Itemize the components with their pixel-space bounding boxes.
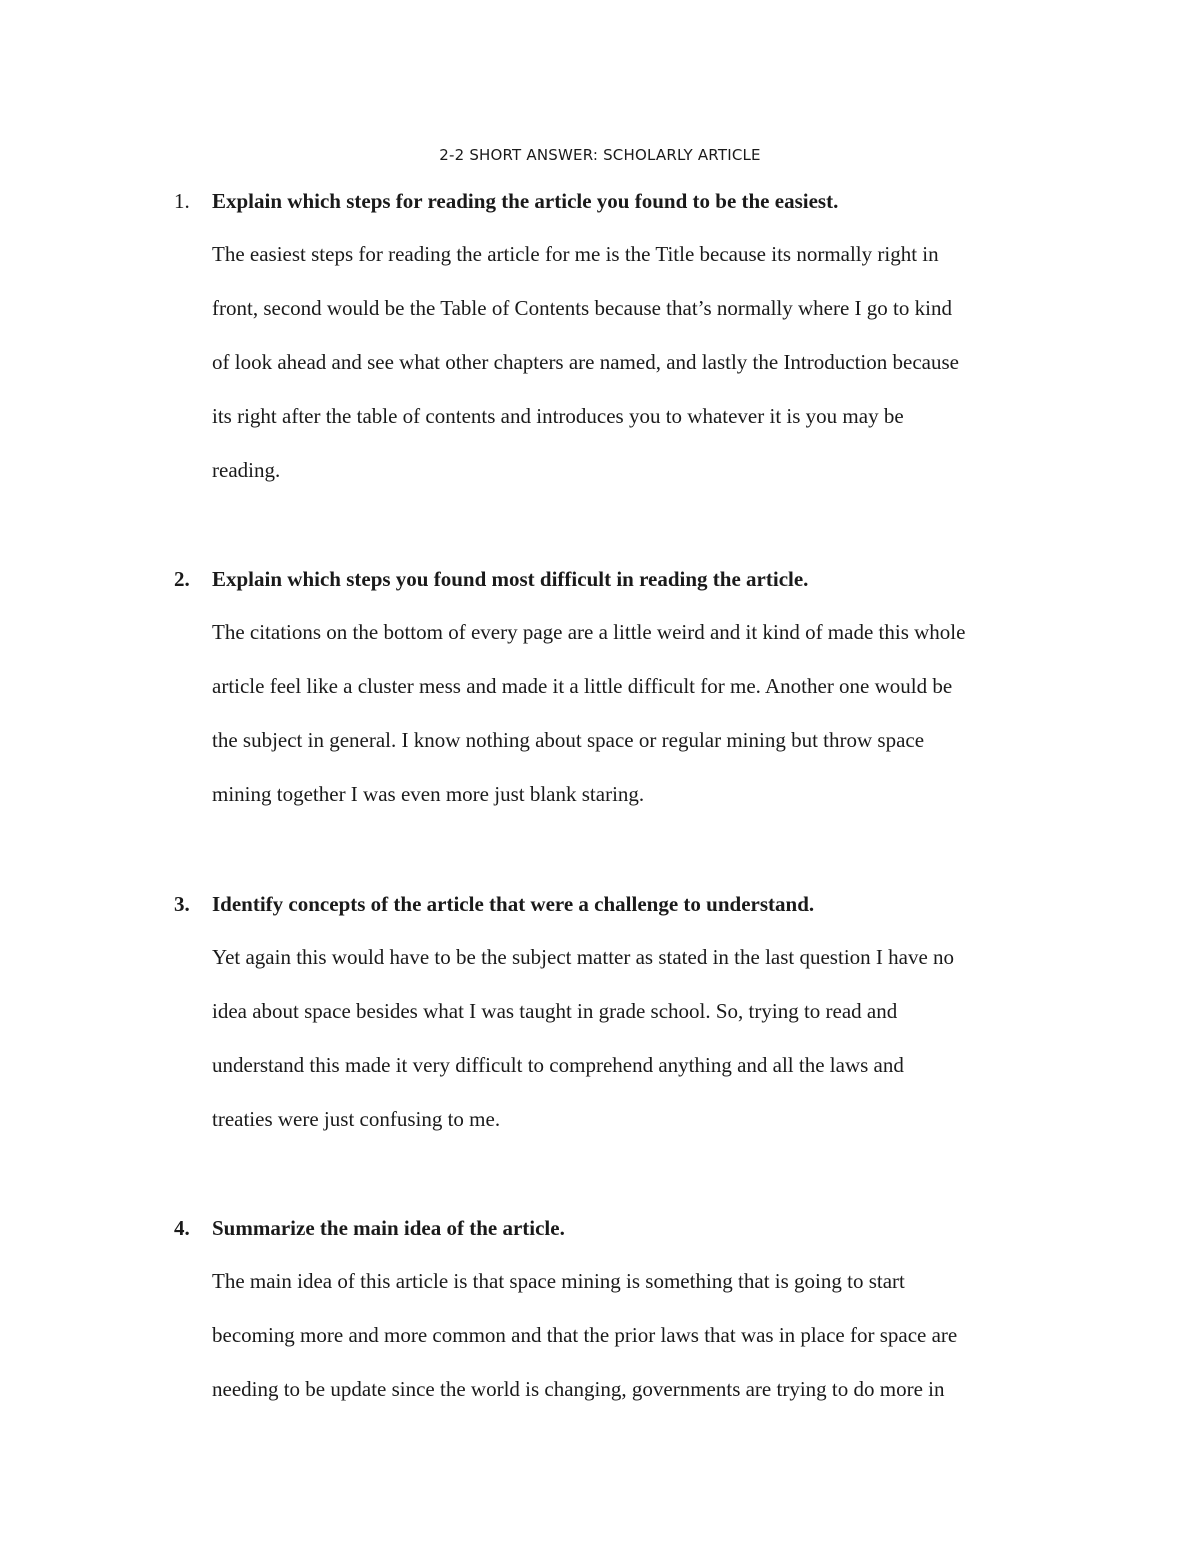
- answer-line: mining together I was even more just blank staring.: [212, 782, 645, 806]
- answer-line: idea about space besides what I was taught in grade school. So, trying to read and: [212, 999, 898, 1023]
- answer-line: the subject in general. I know nothing about space or regular mining but throw space: [212, 728, 925, 752]
- answer-line: The main idea of this article is that space mining is something that is going to start: [212, 1269, 905, 1293]
- answer-line: Yet again this would have to be the subject matter as stated in the last question I have no: [212, 945, 955, 969]
- answer-line: its right after the table of contents and introduces you to whatever it is you may be: [212, 404, 904, 428]
- answer-line: front, second would be the Table of Contents because that’s normally where I go to kind: [212, 296, 952, 320]
- question-number: 3.: [174, 892, 190, 916]
- answer-line: of look ahead and see what other chapters are named, and lastly the Introduction because: [212, 350, 959, 374]
- question-number: 4.: [174, 1216, 190, 1240]
- answer-line: The citations on the bottom of every page are a little weird and it kind of made this whole: [212, 620, 966, 644]
- answer-line: The easiest steps for reading the article for me is the Title because its normally right in: [212, 242, 939, 266]
- question-prompt: Explain which steps for reading the article you found to be the easiest.: [212, 189, 839, 213]
- question-prompt: Identify concepts of the article that were a challenge to understand.: [212, 892, 815, 916]
- document-title: 2-2 SHORT ANSWER: SCHOLARLY ARTICLE: [439, 146, 761, 164]
- answer-line: understand this made it very difficult to comprehend anything and all the laws and: [212, 1053, 904, 1077]
- answer-line: article feel like a cluster mess and made it a little difficult for me. Another one would be: [212, 674, 953, 698]
- answer-line: treaties were just confusing to me.: [212, 1107, 501, 1131]
- question-number: 1.: [174, 189, 190, 213]
- question-prompt: Summarize the main idea of the article.: [212, 1216, 565, 1240]
- question-number: 2.: [174, 567, 190, 591]
- question-prompt: Explain which steps you found most difficult in reading the article.: [212, 567, 809, 591]
- answer-line: needing to be update since the world is changing, governments are trying to do more in: [212, 1377, 945, 1401]
- answer-line: reading.: [212, 458, 281, 482]
- answer-line: becoming more and more common and that the prior laws that was in place for space are: [212, 1323, 958, 1347]
